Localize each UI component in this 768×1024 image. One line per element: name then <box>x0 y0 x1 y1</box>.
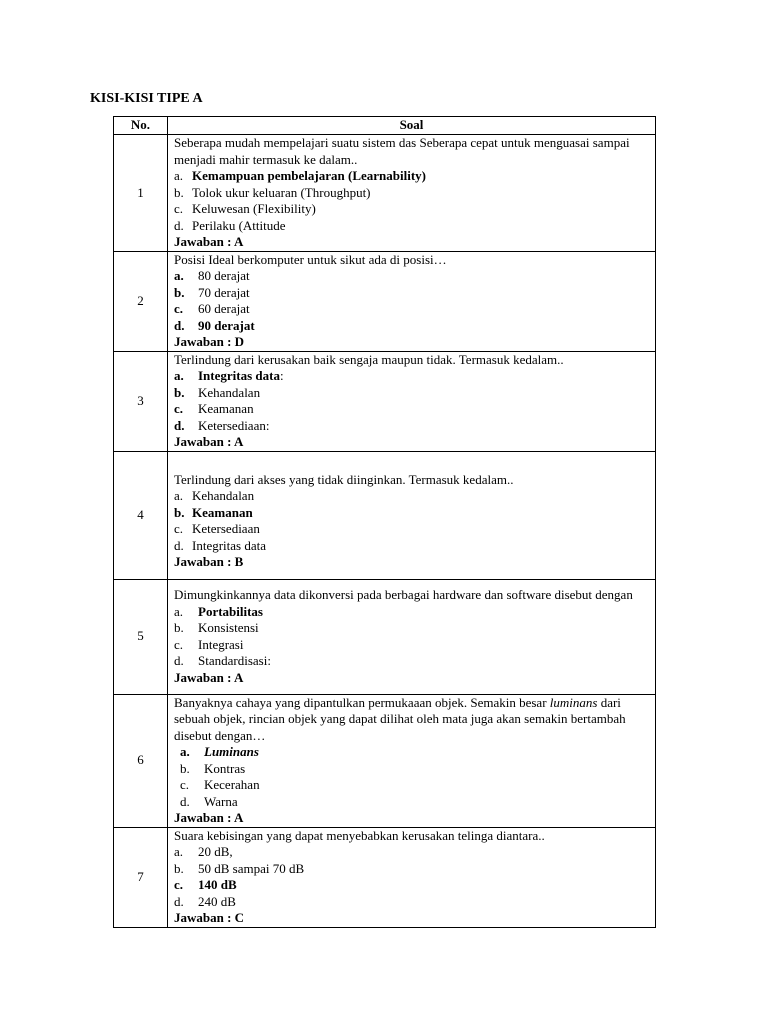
question-number: 3 <box>114 351 168 451</box>
option-b: b. 50 dB sampai 70 dB <box>174 860 305 876</box>
question-cell <box>168 351 656 451</box>
option-c: c. Integrasi <box>174 636 244 652</box>
option-b: b. Keamanan <box>174 504 253 520</box>
option-a: a. Integritas data : <box>174 368 284 383</box>
column-header-no: No. <box>114 117 168 135</box>
option-c: c. Kecerahan <box>180 777 260 792</box>
question-cell <box>168 694 656 827</box>
option-c: c. Ketersediaan <box>174 521 260 536</box>
table-row <box>114 451 656 579</box>
question-number: 1 <box>114 135 168 252</box>
option-d: d. 240 dB <box>174 893 236 909</box>
question-text: Posisi Ideal berkomputer untuk sikut ada di posisi… <box>174 251 447 267</box>
option-a: a. Kehandalan <box>174 488 255 503</box>
option-c: c. Keamanan <box>174 401 254 416</box>
option-b: b. 70 derajat <box>174 284 250 300</box>
option-a: a. Portabilitas <box>174 603 263 619</box>
option-d: d. Warna <box>180 793 238 809</box>
answer-key: Jawaban : A <box>174 810 244 825</box>
table-row <box>114 351 656 451</box>
option-d: d. Ketersediaan: <box>174 417 270 433</box>
question-cell <box>168 579 656 694</box>
table-row <box>114 694 656 827</box>
option-a: a. 20 dB, <box>174 844 233 859</box>
option-b: b. Kehandalan <box>174 384 261 400</box>
question-number: 2 <box>114 251 168 351</box>
option-a: a. Kemampuan pembelajaran (Learnability) <box>174 168 426 183</box>
question-number: 5 <box>114 579 168 694</box>
column-header-soal: Soal <box>168 117 656 135</box>
question-text: Dimungkinkannya data dikonversi pada berbagai hardware dan software disebut dengan <box>174 587 633 602</box>
question-text: Seberapa mudah mempelajari suatu sistem das Seberapa cepat untuk menguasai sampai menjadi mahir termasuk ke dalam.. <box>174 135 630 167</box>
document-title: KISI-KISI TIPE A <box>90 91 203 106</box>
option-c: c. Keluwesan (Flexibility) <box>174 201 316 216</box>
answer-key: Jawaban : C <box>174 910 245 925</box>
question-number: 4 <box>114 451 168 579</box>
answer-key: Jawaban : B <box>174 554 244 569</box>
question-number: 7 <box>114 827 168 927</box>
option-d: d. 90 derajat <box>174 317 255 333</box>
option-b: b. Tolok ukur keluaran (Throughput) <box>174 184 371 200</box>
option-b: b. Kontras <box>180 760 246 776</box>
answer-key: Jawaban : D <box>174 334 245 349</box>
table-header-row <box>114 117 656 135</box>
question-number: 6 <box>114 694 168 827</box>
table-row <box>114 579 656 694</box>
table-row <box>114 251 656 351</box>
option-a: a. 80 derajat <box>174 268 250 283</box>
option-d: d. Perilaku (Attitude <box>174 217 286 233</box>
answer-key: Jawaban : A <box>174 434 244 449</box>
option-a: a. Luminans <box>180 744 259 759</box>
question-cell <box>168 451 656 579</box>
question-cell <box>168 827 656 927</box>
option-b: b. Konsistensi <box>174 620 259 635</box>
option-c: c. 60 derajat <box>174 301 250 316</box>
option-c: c. 140 dB <box>174 877 237 892</box>
answer-key: Jawaban : A <box>174 669 244 685</box>
question-text: Terlindung dari kerusakan baik sengaja maupun tidak. Termasuk kedalam.. <box>174 351 564 367</box>
question-table <box>113 116 656 928</box>
table-row <box>114 135 656 252</box>
question-cell <box>168 135 656 252</box>
option-d: d. Standardisasi: <box>174 653 271 668</box>
answer-key: Jawaban : A <box>174 234 244 249</box>
question-text: Banyaknya cahaya yang dipantulkan permukaaan objek. Semakin besar luminans dari sebuah objek, rincian objek yang dapat dilihat oleh mata juga akan semakin bertambah disebut dengan… <box>174 694 626 743</box>
question-cell <box>168 251 656 351</box>
option-d: d. Integritas data <box>174 537 266 553</box>
question-text: Terlindung dari akses yang tidak diinginkan. Termasuk kedalam.. <box>174 471 514 487</box>
table-row <box>114 827 656 927</box>
question-text: Suara kebisingan yang dapat menyebabkan kerusakan telinga diantara.. <box>174 827 545 843</box>
question-emphasis: luminans <box>549 694 598 710</box>
